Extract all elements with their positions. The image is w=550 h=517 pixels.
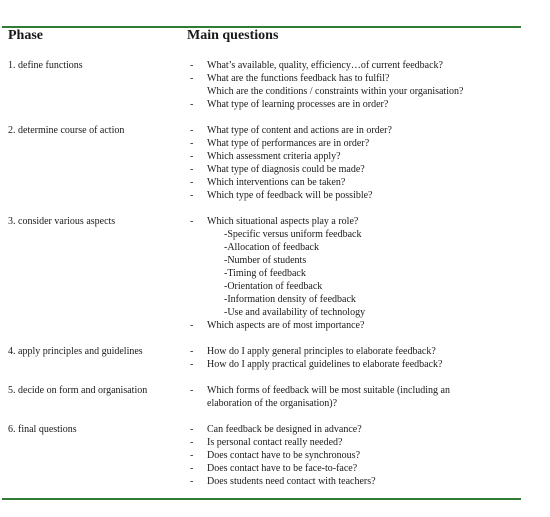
question-list	[190, 124, 392, 202]
aspect-sub-item: -Information density of feedback	[224, 294, 356, 305]
phase-label: 6. final questions	[8, 424, 77, 435]
bullet-dash: -	[190, 99, 194, 110]
question-text: What are the functions feedback has to fulfil?	[207, 73, 390, 84]
question-list	[190, 423, 376, 488]
phase-label: 2. determine course of action	[8, 125, 125, 136]
bullet-dash: -	[190, 138, 194, 149]
bullet-dash: -	[190, 320, 194, 331]
question-text: Which interventions can be taken?	[207, 177, 346, 188]
question-list	[190, 384, 450, 410]
bullet-dash: -	[190, 60, 194, 71]
aspect-sub-item: -Number of students	[224, 255, 307, 266]
question-item	[190, 449, 376, 462]
bullet-dash: -	[190, 346, 194, 357]
aspect-sub-item: -Orientation of feedback	[224, 281, 323, 292]
question-text: Can feedback be designed in advance?	[207, 424, 362, 435]
question-item	[190, 59, 463, 72]
question-item	[190, 215, 365, 228]
bullet-dash: -	[190, 450, 194, 461]
question-item	[190, 345, 442, 358]
aspect-sub-item: -Timing of feedback	[224, 268, 306, 279]
question-item	[190, 124, 392, 137]
phase-label: 4. apply principles and guidelines	[8, 346, 143, 357]
bullet-dash: -	[190, 151, 194, 162]
bullet-dash: -	[190, 190, 194, 201]
question-list	[190, 215, 365, 332]
main-questions-column-header: Main questions	[187, 28, 279, 43]
question-item	[190, 319, 365, 332]
question-item	[190, 384, 450, 397]
aspect-sub-item: -Specific versus uniform feedback	[224, 229, 362, 240]
bullet-dash: -	[190, 73, 194, 84]
question-continuation: elaboration of the organisation)?	[207, 398, 338, 409]
phase-column-header: Phase	[8, 28, 43, 43]
bullet-dash: -	[190, 216, 194, 227]
question-text: Which assessment criteria apply?	[207, 151, 341, 162]
bullet-dash: -	[190, 476, 194, 487]
question-text: Which type of feedback will be possible?	[207, 190, 373, 201]
question-list	[190, 59, 463, 111]
question-item	[190, 436, 376, 449]
bullet-dash: -	[190, 359, 194, 370]
question-text: Does contact have to be face-to-face?	[207, 463, 358, 474]
question-text: What’s available, quality, efficiency…of current feedback?	[207, 60, 443, 71]
bullet-dash: -	[190, 125, 194, 136]
question-text: How do I apply general principles to elaborate feedback?	[207, 346, 436, 357]
phase-label: 5. decide on form and organisation	[8, 385, 148, 396]
question-list	[190, 345, 442, 371]
question-text: What type of performances are in order?	[207, 138, 370, 149]
question-text: Which situational aspects play a role?	[207, 216, 359, 227]
question-item	[190, 98, 463, 111]
question-text: What type of content and actions are in order?	[207, 125, 392, 136]
aspect-sub-item: -Allocation of feedback	[224, 242, 319, 253]
phase-label: 1. define functions	[8, 60, 83, 71]
question-item	[190, 137, 392, 150]
aspect-sub-item: -Use and availability of technology	[224, 307, 366, 318]
question-item	[190, 150, 392, 163]
question-text: Which aspects are of most importance?	[207, 320, 365, 331]
question-item	[190, 72, 463, 85]
question-text: Is personal contact really needed?	[207, 437, 343, 448]
bullet-dash: -	[190, 463, 194, 474]
question-text: How do I apply practical guidelines to elaborate feedback?	[207, 359, 443, 370]
bullet-dash: -	[190, 437, 194, 448]
question-text: What type of learning processes are in order?	[207, 99, 389, 110]
question-text: What type of diagnosis could be made?	[207, 164, 365, 175]
bottom-rule	[2, 498, 521, 500]
question-text: Does contact have to be synchronous?	[207, 450, 361, 461]
bullet-dash: -	[190, 385, 194, 396]
question-item	[190, 358, 442, 371]
bullet-dash: -	[190, 424, 194, 435]
question-item	[190, 462, 376, 475]
bullet-dash: -	[190, 164, 194, 175]
question-item	[190, 189, 392, 202]
question-item	[190, 475, 376, 488]
question-continuation: Which are the conditions / constraints within your organisation?	[207, 86, 464, 97]
bullet-dash: -	[190, 177, 194, 188]
question-item	[190, 423, 376, 436]
question-item	[190, 163, 392, 176]
phase-label: 3. consider various aspects	[8, 216, 116, 227]
question-text: Which forms of feedback will be most suitable (including an	[207, 385, 450, 396]
question-text: Does students need contact with teachers?	[207, 476, 376, 487]
question-item	[190, 176, 392, 189]
